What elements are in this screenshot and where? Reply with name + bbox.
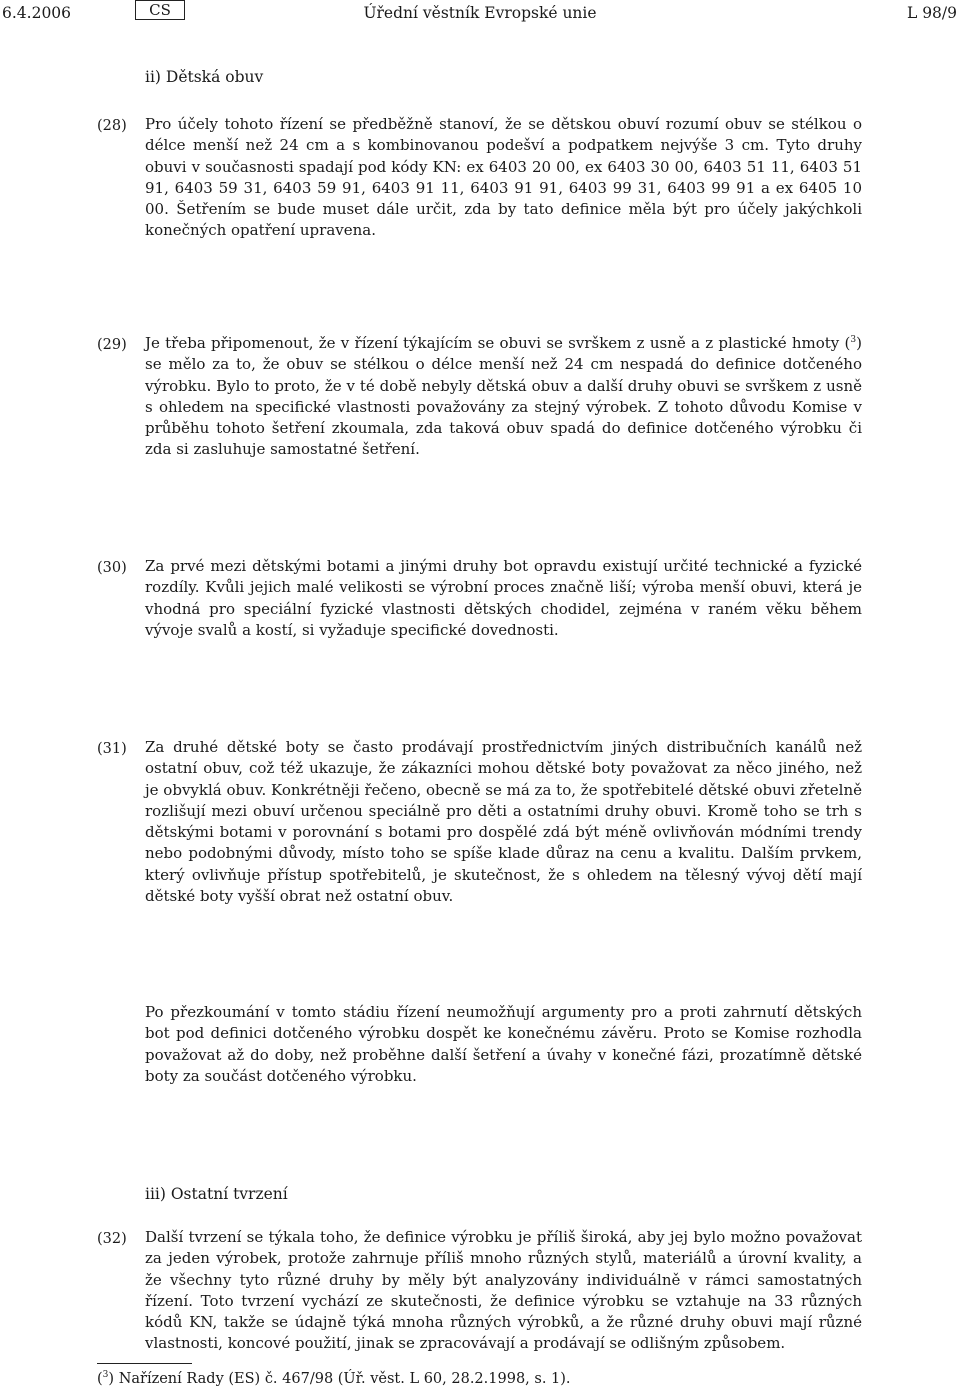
paragraph-number: (32) bbox=[97, 1231, 127, 1247]
footnote: ($^3$) Nařízení Rady (ES) č. 467/98 (Úř. věst. L 60, 28.2.1998, s. 1). bbox=[97, 1370, 571, 1387]
paragraph-29-text-end: ) se mělo za to, že obuv se stélkou o délce menší než 24 cm nespadá do definice dotčeného výrobku. Bylo to proto, že v té době nebyly dětská obuv a další druhy obuvi se svrškem z usně s ohledem na specifické vlastnosti považovány za stejný výrobek. Z tohoto důvodu Komise v průběhu tohoto šetření zkoumala, zda taková obuv spadá do definice dotčeného výrobku či zda si zasluhuje samostatné šetření. bbox=[145, 334, 862, 459]
paragraph-28: Pro účely tohoto řízení se předběžně stanoví, že se dětskou obuví rozumí obuv se stélkou o délce menší než 24 cm a s kombinovanou podešví a podpatkem nejvýše 3 cm. Tyto druhy obuvi v současnosti spadají pod kódy KN: ex 6403 20 00, ex 6403 30 00, 6403 51 11, 6403 51 91, 6403 59 31, 6403 59 91, 6403 91 11, 6403 91 91, 6403 99 31, 6403 99 91 a ex 6405 10 00. Šetřením se bude muset dále určit, zda by tato definice měla být pro účely jakýchkoli konečných opatření upravena. bbox=[145, 115, 862, 240]
paragraph-number: (30) bbox=[97, 560, 127, 576]
paragraph-31: Za druhé dětské boty se často prodávají prostřednictvím jiných distribučních kanálů než ostatní obuv, což též ukazuje, že zákazníci mohou dětské boty považovat za něco jiného, než je obvyklá obuv. Konkrétněji řečeno, obecně se má za to, že spotřebitelé dětské obuvi zřetelně rozlišují mezi obuví určenou speciálně pro děti a ostatními druhy obuvi. Kromě toho se trh s dětskými botami v porovnání s botami pro dospělé zdá být méně ovlivňován módními trendy nebo podobnými důvody, místo toho se spíše klade důraz na cenu a kvalitu. Dalším prvkem, který ovlivňuje přístup spotřebitelů, je skutečnost, že s ohledem na tělesný vývoj dětí mají dětské boty vyšší obrat než ostatní obuv. bbox=[145, 738, 862, 906]
paragraph-number: (29) bbox=[97, 337, 127, 353]
paragraph-29 bbox=[145, 333, 862, 461]
paragraph-conclusion: Po přezkoumání v tomto stádiu řízení neumožňují argumenty pro a proti zahrnutí dětských bot pod definici dotčeného výrobku dospět ke konečnému závěru. Proto se Komise rozhodla považovat až do doby, než proběhne další šetření a úvahy v konečné fázi, prozatímně dětské boty za součást dotčeného výrobku. bbox=[145, 1003, 862, 1085]
footnote-divider bbox=[97, 1363, 192, 1364]
footnote-reference[interactable]: 3 bbox=[850, 335, 857, 345]
language-badge: CS bbox=[135, 0, 185, 20]
section-heading-children-footwear: ii) Dětská obuv bbox=[145, 68, 264, 86]
paragraph-29-text-start: Je třeba připomenout, že v řízení týkajícím se obuvi se svrškem z usně a z plastické hmoty ( bbox=[145, 334, 851, 352]
footnote-marker: 3 bbox=[102, 1370, 109, 1380]
journal-title: Úřední věstník Evropské unie bbox=[363, 4, 597, 22]
page-reference: L 98/9 bbox=[906, 4, 957, 22]
paragraph-30: Za prvé mezi dětskými botami a jinými druhy bot opravdu existují určité technické a fyzické rozdíly. Kvůli jejich malé velikosti se výrobní proces značně liší; výroba menší obuvi, která je vhodná pro speciální fyzické vlastnosti dětských chodidel, zejména v raném věku během vývoje svalů a kostí, si vyžaduje specifické dovednosti. bbox=[145, 557, 862, 639]
footnote-text: Nařízení Rady (ES) č. 467/98 (Úř. věst. L 60, 28.2.1998, s. 1). bbox=[118, 1371, 571, 1387]
paragraph-number: (31) bbox=[97, 741, 127, 757]
paragraph-number: (28) bbox=[97, 118, 127, 134]
header-date: 6.4.2006 bbox=[2, 4, 72, 22]
paragraph-32: Další tvrzení se týkala toho, že definice výrobku je příliš široká, aby jej bylo možno považovat za jeden výrobek, protože zahrnuje příliš mnoho různých stylů, materiálů a úrovní kvality, a že všechny tyto různé druhy by měly být analyzovány individuálně v rámci samostatných řízení. Toto tvrzení vychází ze skutečnosti, že definice výrobku se vztahuje na 33 různých kódů KN, takže se údajně týká mnoha různých výrobků, a že různé druhy obuvi mají různé vlastnosti, koncové použití, jinak se zpracovávají a prodávají se odlišným způsobem. bbox=[145, 1228, 862, 1353]
section-heading-other-claims: iii) Ostatní tvrzení bbox=[145, 1185, 288, 1203]
